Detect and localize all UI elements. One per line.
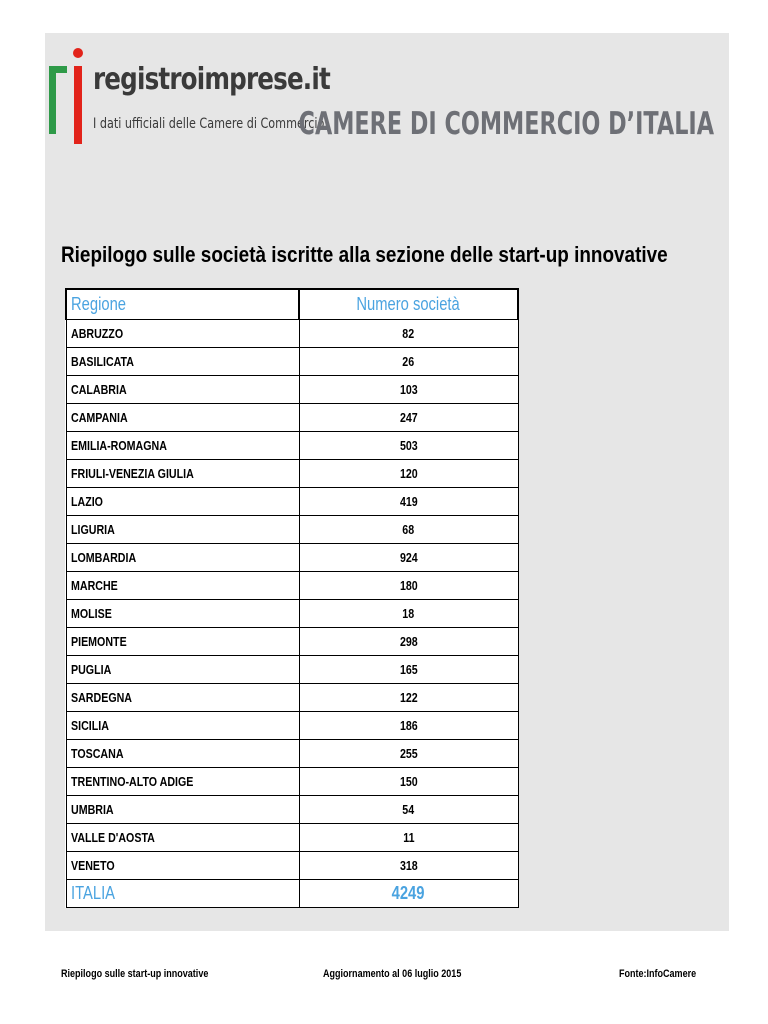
region-cell: MOLISE bbox=[66, 600, 299, 628]
region-cell: CAMPANIA bbox=[66, 404, 299, 432]
table-row bbox=[66, 712, 518, 740]
table-row bbox=[66, 516, 518, 544]
org-name: CAMERE DI COMMERCIO D’ITALIA bbox=[298, 106, 714, 142]
count-cell: 11 bbox=[299, 824, 518, 852]
table-row bbox=[66, 488, 518, 516]
region-cell: LAZIO bbox=[66, 488, 299, 516]
table-row bbox=[66, 768, 518, 796]
region-cell: LIGURIA bbox=[66, 516, 299, 544]
count-cell: 247 bbox=[299, 404, 518, 432]
count-cell: 318 bbox=[299, 852, 518, 880]
column-header-count: Numero società bbox=[299, 289, 518, 320]
region-cell: SICILIA bbox=[66, 712, 299, 740]
count-cell: 122 bbox=[299, 684, 518, 712]
table-row bbox=[66, 852, 518, 880]
table-row bbox=[66, 600, 518, 628]
table-row bbox=[66, 572, 518, 600]
region-cell: ABRUZZO bbox=[66, 320, 299, 348]
document-title: Riepilogo sulle società iscritte alla sezione delle start-up innovative bbox=[61, 242, 668, 267]
table-header-row bbox=[66, 289, 518, 320]
footer-left-text: Riepilogo sulle start-up innovative bbox=[61, 968, 209, 980]
region-cell: SARDEGNA bbox=[66, 684, 299, 712]
table-total-row bbox=[66, 880, 518, 908]
brand-tagline: I dati ufficiali delle Camere di Commercio bbox=[93, 116, 325, 132]
count-cell: 924 bbox=[299, 544, 518, 572]
region-cell: TRENTINO-ALTO ADIGE bbox=[66, 768, 299, 796]
count-cell: 165 bbox=[299, 656, 518, 684]
table-row bbox=[66, 656, 518, 684]
table-row bbox=[66, 684, 518, 712]
table-row bbox=[66, 824, 518, 852]
registroimprese-logo-icon bbox=[49, 46, 89, 146]
table-row bbox=[66, 544, 518, 572]
region-cell: PUGLIA bbox=[66, 656, 299, 684]
table-row bbox=[66, 628, 518, 656]
region-cell: BASILICATA bbox=[66, 348, 299, 376]
count-cell: 68 bbox=[299, 516, 518, 544]
table-row bbox=[66, 740, 518, 768]
region-cell: TOSCANA bbox=[66, 740, 299, 768]
footer-source: Fonte:InfoCamere bbox=[618, 968, 696, 980]
brand-name: registroimprese.it bbox=[93, 62, 330, 97]
table-row bbox=[66, 796, 518, 824]
startup-summary-table bbox=[65, 288, 519, 908]
count-cell: 298 bbox=[299, 628, 518, 656]
count-cell: 419 bbox=[299, 488, 518, 516]
region-cell: LOMBARDIA bbox=[66, 544, 299, 572]
table-row bbox=[66, 348, 518, 376]
column-header-region: Regione bbox=[66, 289, 299, 320]
region-cell: VENETO bbox=[66, 852, 299, 880]
region-cell: EMILIA-ROMAGNA bbox=[66, 432, 299, 460]
total-region-cell: ITALIA bbox=[66, 880, 299, 908]
count-cell: 103 bbox=[299, 376, 518, 404]
count-cell: 120 bbox=[299, 460, 518, 488]
table-row bbox=[66, 320, 518, 348]
count-cell: 54 bbox=[299, 796, 518, 824]
region-cell: PIEMONTE bbox=[66, 628, 299, 656]
count-cell: 255 bbox=[299, 740, 518, 768]
count-cell: 180 bbox=[299, 572, 518, 600]
region-cell: UMBRIA bbox=[66, 796, 299, 824]
count-cell: 18 bbox=[299, 600, 518, 628]
region-cell: MARCHE bbox=[66, 572, 299, 600]
count-cell: 82 bbox=[299, 320, 518, 348]
region-cell: VALLE D'AOSTA bbox=[66, 824, 299, 852]
region-cell: CALABRIA bbox=[66, 376, 299, 404]
table-row bbox=[66, 376, 518, 404]
footer-update-date: Aggiornamento al 06 luglio 2015 bbox=[323, 968, 462, 980]
table-row bbox=[66, 432, 518, 460]
table-row bbox=[66, 460, 518, 488]
region-cell: FRIULI-VENEZIA GIULIA bbox=[66, 460, 299, 488]
total-count-cell: 4249 bbox=[299, 880, 518, 908]
count-cell: 26 bbox=[299, 348, 518, 376]
count-cell: 150 bbox=[299, 768, 518, 796]
count-cell: 186 bbox=[299, 712, 518, 740]
count-cell: 503 bbox=[299, 432, 518, 460]
table-row bbox=[66, 404, 518, 432]
